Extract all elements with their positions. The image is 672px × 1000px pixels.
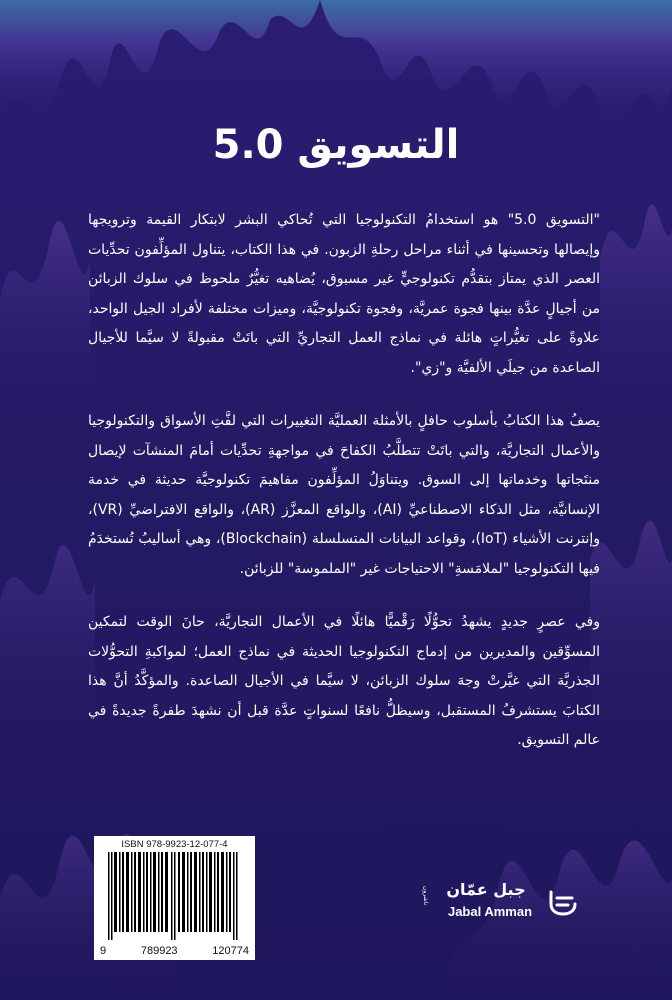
book-title: التسويق 5.0 [212, 122, 460, 168]
isbn-label: ISBN 978-9923-12-077-4 [121, 839, 228, 850]
publisher-logo [422, 880, 580, 928]
barcode-digits-group-2: 120774 [212, 945, 249, 957]
isbn-barcode [94, 836, 255, 960]
blurb-paragraph-1: "التسويق 5.0" هو استخدامُ التكنولوجيا التي تُحاكي البشر لابتكار القيمة وترويجها وإيصالها وتحسينها في أثناء مراحل رحلةِ الزبون. في هذا الكتاب، يتناول المؤلِّفون تحدِّيات العصر الذي يمتاز بتقدُّم تكنولوجيٍّ غير مسبوق، يُضاهيه تغيُّرٌ ملحوظ في سلوك الزبائن من أجيالٍ عدَّة بينها فجوة عمريَّة، وفجوة تكنولوجيَّة، وميزات مختلفة لأفراد الجيل الواحد، علاوةً على تغيُّراتٍ هائلة في نماذج العمل التجاريِّ التي باتَتْ مقبولةً لا سيَّما للأجيال الصاعدة من جيلَي الألفيَّة و"زي". [88, 212, 600, 376]
blurb-paragraph-3: وفي عصرٍ جديدٍ يشهدُ تحوُّلًا رَقْميًّا هائلًا في الأعمال التجاريَّة، حانَ الوقت لتمكين المسوِّقين والمديرين من إدماج التكنولوجيا الحديثة في نماذج العمل؛ لمواكبةِ التحوُّلات الجذريَّة التي غيَّرتْ وجهَ سلوك الزبائن، لا سيَّما في الأجيال الصاعدة. والمؤكَّدُ أنَّ هذا الكتابَ يستشرفُ المستقبل، وسيظلُّ نافعًا لسنواتٍ عدَّة قبل أن نشهدَ طفرةً جديدةً في عالم التسويق. [88, 614, 600, 748]
publisher-tag: ناشرون [422, 886, 429, 906]
barcode-digit-lead: 9 [100, 945, 107, 957]
publisher-mark-icon [548, 890, 578, 916]
barcode-digits-group-1: 789923 [140, 945, 178, 957]
publisher-name-arabic: جبل عمّان [446, 880, 526, 899]
barcode-digits [94, 945, 255, 957]
barcode-bars [100, 852, 249, 940]
publisher-name-english: Jabal Amman [447, 904, 533, 919]
blurb-paragraph-2: يصفُ هذا الكتابُ بأسلوب حافلٍ بالأمثلة العمليَّة التغييرات التي لفَّتِ الأسواق والتكنولوجيا والأعمال التجاريَّة، والتي باتَتْ تتطلَّبُ الكفاحَ في مواجهةِ تحدِّيات أمامَ المنشآت لإيصال منتَجاتها وخدماتها إلى السوق. ويتناوَلُ المؤلِّفون مفاهيمَ تكنولوجيَّة حديثة في خدمة الإنسانيَّة، مثل الذكاء الاصطناعيِّ (AI)، والواقع المعزَّز (AR)، والواقع الافتراضيِّ (VR)، وإنترنت الأشياء (IoT)، وقواعد البيانات المتسلسلة (Blockchain)، وهي أساليبُ تُستخدَمُ فيها التكنولوجيا "لملامَسةِ" الاحتياجات غير "الملموسة" للزبائن. [88, 413, 601, 577]
back-cover-blurb [88, 206, 600, 780]
